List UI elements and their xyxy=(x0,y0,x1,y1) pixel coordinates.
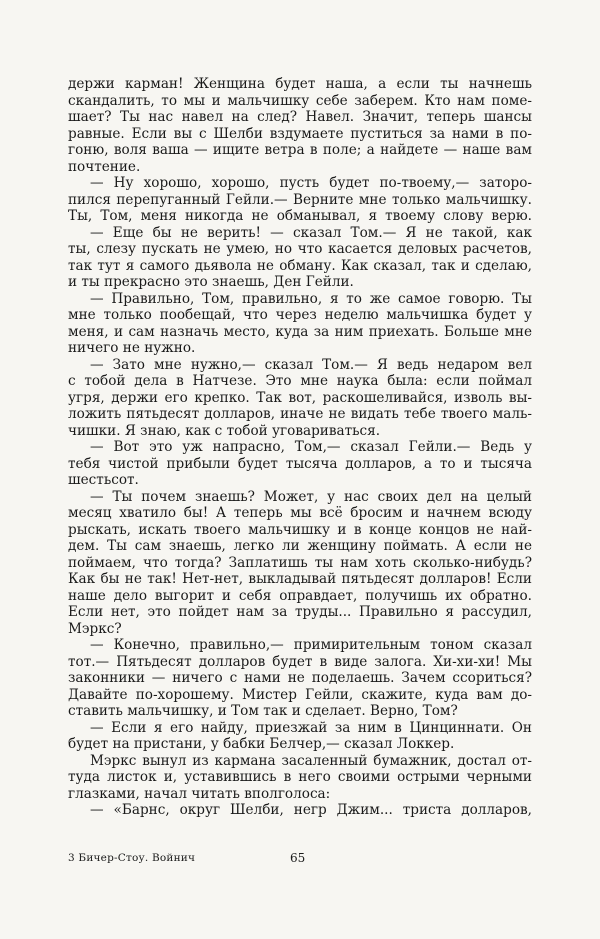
text-line: туда листок и, уставившись в него своими острыми черными xyxy=(68,769,532,785)
text-line: — «Барнс, округ Шелби, негр Джим... триста долларов, xyxy=(90,802,532,818)
text-line: мне только пообещай, что через неделю мальчишка будет у xyxy=(68,307,532,323)
text-line: будет на пристани, у бабки Белчер,— сказал Локкер. xyxy=(68,736,455,752)
page-number: 65 xyxy=(290,851,306,865)
text-line: — Еще бы не верить! — сказал Том.— Я не такой, как xyxy=(90,224,532,241)
text-line: Если нет, это пойдет нам за труды... Правильно я рассудил, xyxy=(68,604,532,620)
text-line: глазками, начал читать вполголоса: xyxy=(68,785,331,802)
text-line: равные. Если вы с Шелби вздумаете пуститься за нами в по- xyxy=(68,125,532,142)
text-line: ничего не нужно. xyxy=(68,340,196,356)
text-line: Как бы не так! Нет-нет, выкладывай пятьдесят долларов! Если xyxy=(68,571,532,587)
text-line: так тут я самого дьявола не обману. Как сказал, так и сделаю, xyxy=(68,257,532,274)
text-line: и ты прекрасно это знаешь, Ден Гейли. xyxy=(68,274,354,290)
text-line: шает? Ты нас навел на след? Навел. Значит, теперь шансы xyxy=(68,109,532,125)
text-line: Мэркс? xyxy=(68,620,122,637)
text-line: шестьсот. xyxy=(68,472,139,488)
text-line: ставить мальчишку, и Том так и сделает. Верно, Том? xyxy=(68,703,458,719)
text-line: — Конечно, правильно,— примирительным тоном сказал xyxy=(90,637,532,653)
text-line: Давайте по-хорошему. Мистер Гейли, скажите, куда вам до- xyxy=(68,686,532,703)
text-line: гоню, воля ваша — ищите ветра в поле; а найдете — наше вам xyxy=(68,142,532,158)
text-line: месяц хватило бы! А теперь мы всё бросим и начнем всюду xyxy=(68,505,532,521)
text-line: тебя чистой прибыли будет тысяча долларов, а то и тысяча xyxy=(68,455,532,472)
printer-signature: 3 Бичер-Стоу. Войнич xyxy=(68,852,196,864)
text-line: Ты, Том, меня никогда не обманывал, я твоему слову верю. xyxy=(68,208,532,224)
text-line: ты, слезу пускать не умею, но что касается деловых расчетов, xyxy=(68,241,532,257)
text-line: пился перепуганный Гейли.— Верните мне только мальчишку. xyxy=(68,191,532,208)
text-line: — Вот это уж напрасно, Том,— сказал Гейли.— Ведь у xyxy=(90,439,532,455)
text-line: скандалить, то мы и мальчишку себе заберем. Кто нам поме- xyxy=(68,92,532,109)
text-line: — Если я его найду, приезжай за ним в Цинциннати. Он xyxy=(90,719,532,736)
text-line: чишки. Я знаю, как с тобой уговариваться. xyxy=(68,422,381,439)
page-footer xyxy=(68,852,532,868)
text-line: законники — ничего с нами не поделаешь. Зачем ссориться? xyxy=(68,670,532,686)
text-line: поймаем, что тогда? Заплатишь ты нам хоть сколько-нибудь? xyxy=(68,554,532,571)
text-line: рыскать, искать твоего мальчишку и в конце концов не най- xyxy=(68,521,532,538)
text-line: ложить пятьдесят долларов, иначе не видать тебе твоего маль- xyxy=(68,406,532,422)
text-line: с тобой дела в Натчезе. Это мне наука была: если поймал xyxy=(68,373,532,389)
text-line: дем. Ты сам знаешь, легко ли женщину поймать. А если не xyxy=(68,538,532,554)
text-line: — Ну хорошо, хорошо, пусть будет по-твоему,— заторо- xyxy=(90,175,532,191)
text-line: — Правильно, Том, правильно, я то же самое говорю. Ты xyxy=(90,290,532,307)
text-line: угря, держи его крепко. Так вот, раскошеливайся, изволь вы- xyxy=(68,389,532,406)
text-line: наше дело выгорит и себя оправдает, получишь их обратно. xyxy=(68,587,532,604)
body-text xyxy=(68,76,532,819)
text-line: — Зато мне нужно,— сказал Том.— Я ведь недаром вел xyxy=(90,356,532,373)
text-line: Мэркс вынул из кармана засаленный бумажник, достал от- xyxy=(90,752,532,769)
text-line: меня, и сам назначь место, куда за ним приехать. Больше мне xyxy=(68,323,532,340)
text-line: — Ты почем знаешь? Может, у нас своих дел на целый xyxy=(90,488,532,505)
text-line: держи карман! Женщина будет наша, а если ты начнешь xyxy=(68,76,532,92)
text-line: почтение. xyxy=(68,158,141,175)
text-line: тот.— Пятьдесят долларов будет в виде залога. Хи-хи-хи! Мы xyxy=(68,653,532,670)
